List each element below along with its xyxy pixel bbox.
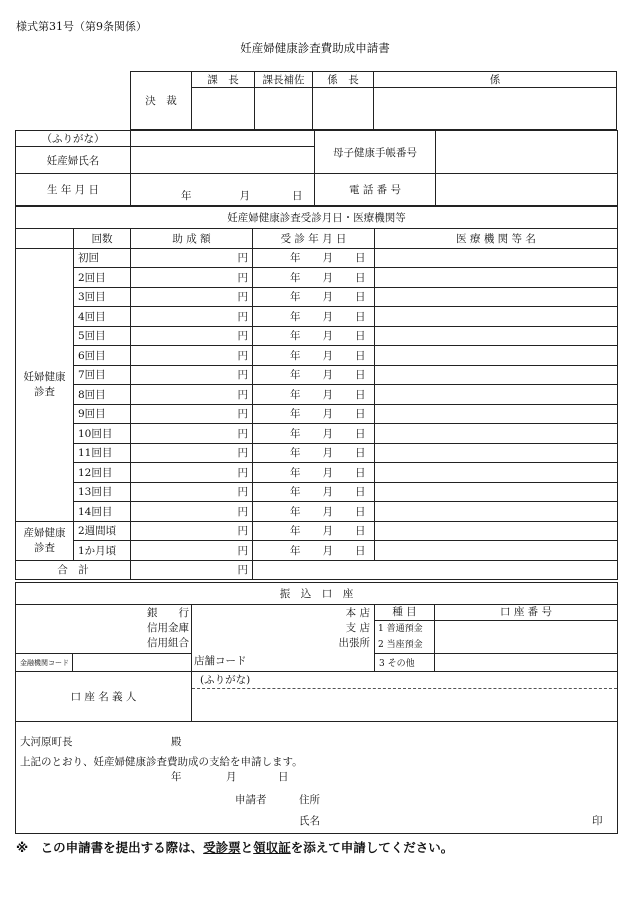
visit-label: 11回目	[74, 443, 131, 463]
honorific: 殿	[171, 736, 182, 748]
facility-field[interactable]	[375, 326, 618, 346]
checkup-row	[16, 521, 618, 541]
date-year-unit: 年	[290, 486, 301, 499]
visit-label: 9回目	[74, 404, 131, 424]
yen-unit: 円	[237, 330, 248, 343]
amount-field[interactable]	[131, 502, 253, 522]
visit-date-field[interactable]	[253, 365, 375, 385]
visit-date-field[interactable]	[253, 287, 375, 307]
note-prefix: ※ この申請書を提出する際は、	[16, 840, 204, 855]
date-month-unit: 月	[322, 525, 333, 538]
applicant-info-table	[15, 130, 618, 206]
account-type-option-3[interactable]: 3 その他	[375, 654, 435, 672]
visit-date-field[interactable]	[253, 463, 375, 483]
yen-unit: 円	[237, 369, 248, 382]
amount-field[interactable]	[131, 248, 253, 268]
declaration-year: 年	[171, 771, 182, 783]
yen-unit: 円	[237, 447, 248, 460]
checkup-row	[16, 307, 618, 327]
visit-date-field[interactable]	[253, 307, 375, 327]
date-year-unit: 年	[290, 271, 301, 284]
date-year-unit: 年	[290, 408, 301, 421]
date-day-unit: 日	[355, 271, 366, 284]
date-month-unit: 月	[322, 349, 333, 362]
date-year-unit: 年	[290, 349, 301, 362]
yen-unit: 円	[237, 252, 248, 265]
date-day-unit: 日	[355, 310, 366, 323]
approval-label: 決 裁	[131, 72, 192, 130]
applicant-signature-label: 氏名	[299, 815, 320, 827]
date-month-unit: 月	[322, 388, 333, 401]
visit-date-field[interactable]	[253, 521, 375, 541]
institution-code-label: 金融機関コード	[16, 654, 73, 672]
account-type-option-1[interactable]: 1 普通預金	[378, 624, 423, 634]
date-day-unit: 日	[355, 486, 366, 499]
bank-type-kumiai: 信用組合	[147, 637, 189, 649]
account-holder-label: 口 座 名 義 人	[16, 672, 192, 722]
date-day-unit: 日	[355, 388, 366, 401]
yen-unit: 円	[237, 408, 248, 421]
visit-date-field[interactable]	[253, 404, 375, 424]
date-year-unit: 年	[290, 252, 301, 265]
note-item-receipt: 領収証	[253, 840, 291, 855]
amount-field[interactable]	[131, 482, 253, 502]
date-year-unit: 年	[290, 310, 301, 323]
facility-field[interactable]	[375, 365, 618, 385]
yen-unit: 円	[237, 466, 248, 479]
facility-field[interactable]	[375, 443, 618, 463]
institution-code-field[interactable]	[73, 654, 192, 672]
date-month-unit: 月	[322, 408, 333, 421]
total-blank	[253, 560, 618, 580]
amount-field[interactable]	[131, 346, 253, 366]
amount-field[interactable]	[131, 463, 253, 483]
form-number: 様式第31号（第9条関係）	[16, 20, 147, 33]
date-day-unit: 日	[355, 466, 366, 479]
checkup-section-title: 妊産婦健康診査受診月日・医療機関等	[16, 207, 618, 229]
furigana-label: （ふりがな）	[16, 131, 131, 147]
date-month-unit: 月	[322, 330, 333, 343]
col-count-header: 回数	[74, 229, 131, 249]
amount-field[interactable]	[131, 385, 253, 405]
yen-unit: 円	[237, 310, 248, 323]
bank-name-field[interactable]	[16, 605, 192, 654]
checkup-row	[16, 365, 618, 385]
applicant-name-field[interactable]	[131, 147, 315, 174]
facility-field[interactable]	[375, 502, 618, 522]
phone-field[interactable]	[436, 174, 618, 206]
checkup-row	[16, 424, 618, 444]
total-label: 合 計	[16, 560, 131, 580]
date-year-unit: 年	[290, 330, 301, 343]
visit-label: 3回目	[74, 287, 131, 307]
date-year-unit: 年	[290, 544, 301, 557]
facility-field[interactable]	[375, 287, 618, 307]
checkup-corner	[16, 229, 74, 249]
approval-stamp-box[interactable]	[255, 88, 313, 130]
col-amount-header: 助 成 額	[131, 229, 253, 249]
seal-mark: 印	[592, 815, 603, 827]
yen-unit: 円	[237, 525, 248, 538]
account-holder-furigana: (ふりがな)	[192, 672, 617, 689]
amount-field[interactable]	[131, 443, 253, 463]
approval-table	[130, 71, 617, 130]
date-month-unit: 月	[322, 252, 333, 265]
facility-field[interactable]	[375, 307, 618, 327]
checkup-row	[16, 248, 618, 268]
bank-type-bank: 銀 行	[147, 607, 189, 619]
birth-date-label: 生 年 月 日	[16, 174, 131, 206]
date-year-unit: 年	[290, 369, 301, 382]
facility-field[interactable]	[375, 346, 618, 366]
facility-field[interactable]	[375, 404, 618, 424]
postpartum-group-label: 産婦健康 診査	[16, 521, 74, 560]
account-type-label: 種 目	[375, 605, 434, 621]
bank-section-title: 振 込 口 座	[16, 583, 618, 605]
birth-year-unit: 年	[181, 190, 192, 202]
date-day-unit: 日	[355, 252, 366, 265]
amount-field[interactable]	[131, 268, 253, 288]
amount-field[interactable]	[131, 287, 253, 307]
note-conj: と	[240, 840, 254, 855]
yen-unit: 円	[237, 564, 248, 577]
visit-date-field[interactable]	[253, 248, 375, 268]
facility-field[interactable]	[375, 541, 618, 561]
account-number-cell[interactable]	[435, 605, 618, 654]
birth-month-unit: 月	[239, 190, 250, 202]
visit-label: 6回目	[74, 346, 131, 366]
visit-label: 10回目	[74, 424, 131, 444]
yen-unit: 円	[237, 486, 248, 499]
amount-field[interactable]	[131, 424, 253, 444]
date-month-unit: 月	[322, 427, 333, 440]
amount-field[interactable]	[131, 521, 253, 541]
note-suffix: を添えて申請してください。	[290, 840, 454, 855]
yen-unit: 円	[237, 544, 248, 557]
facility-field[interactable]	[375, 463, 618, 483]
visit-date-field[interactable]	[253, 385, 375, 405]
page-title: 妊産婦健康診査費助成申請書	[240, 41, 390, 55]
date-year-unit: 年	[290, 447, 301, 460]
declaration-statement: 上記のとおり、妊産婦健康診査費助成の支給を申請します。	[20, 756, 303, 768]
submission-note	[16, 838, 453, 856]
visit-date-field[interactable]	[253, 502, 375, 522]
visit-label: 8回目	[74, 385, 131, 405]
date-day-unit: 日	[355, 349, 366, 362]
date-month-unit: 月	[322, 466, 333, 479]
applicant-address-label: 住所	[299, 794, 320, 806]
facility-field[interactable]	[375, 385, 618, 405]
facility-field[interactable]	[375, 521, 618, 541]
amount-field[interactable]	[131, 307, 253, 327]
total-amount-field[interactable]	[131, 560, 253, 580]
date-year-unit: 年	[290, 525, 301, 538]
date-month-unit: 月	[322, 291, 333, 304]
date-day-unit: 日	[355, 447, 366, 460]
declaration-area	[15, 722, 618, 834]
visit-date-field[interactable]	[253, 326, 375, 346]
checkup-row	[16, 463, 618, 483]
checkup-row	[16, 502, 618, 522]
checkup-row	[16, 346, 618, 366]
account-number-label: 口 座 番 号	[435, 605, 617, 621]
date-day-unit: 日	[355, 525, 366, 538]
visit-label: 12回目	[74, 463, 131, 483]
amount-field[interactable]	[131, 326, 253, 346]
visit-label: 2回目	[74, 268, 131, 288]
date-year-unit: 年	[290, 505, 301, 518]
date-month-unit: 月	[322, 447, 333, 460]
checkup-row	[16, 326, 618, 346]
amount-field[interactable]	[131, 365, 253, 385]
facility-field[interactable]	[375, 268, 618, 288]
yen-unit: 円	[237, 291, 248, 304]
branch-type-main: 本 店	[345, 607, 370, 619]
checkup-row	[16, 287, 618, 307]
checkup-row	[16, 404, 618, 424]
visit-date-field[interactable]	[253, 346, 375, 366]
approval-col-unit-chief: 係 長	[313, 72, 374, 88]
approval-col-deputy-chief: 課長補佐	[255, 72, 313, 88]
applicant-label: 申請者	[235, 794, 267, 806]
visit-date-field[interactable]	[253, 424, 375, 444]
checkup-table	[15, 206, 618, 580]
yen-unit: 円	[237, 271, 248, 284]
birth-day-unit: 日	[292, 190, 303, 202]
date-year-unit: 年	[290, 427, 301, 440]
date-day-unit: 日	[355, 291, 366, 304]
facility-field[interactable]	[375, 482, 618, 502]
date-day-unit: 日	[355, 408, 366, 421]
date-month-unit: 月	[322, 369, 333, 382]
checkup-row	[16, 541, 618, 561]
approval-stamp-box[interactable]	[192, 88, 255, 130]
facility-field[interactable]	[375, 248, 618, 268]
col-facility-header: 医 療 機 関 等 名	[375, 229, 618, 249]
visit-label: 5回目	[74, 326, 131, 346]
approval-stamp-box[interactable]	[374, 88, 617, 130]
visit-label: 初回	[74, 248, 131, 268]
visit-label: 2週間頃	[74, 521, 131, 541]
visit-date-field[interactable]	[253, 443, 375, 463]
branch-name-field[interactable]	[192, 605, 375, 672]
date-day-unit: 日	[355, 544, 366, 557]
birth-date-field[interactable]	[131, 174, 315, 206]
visit-label: 13回目	[74, 482, 131, 502]
date-month-unit: 月	[322, 271, 333, 284]
visit-date-field[interactable]	[253, 541, 375, 561]
amount-field[interactable]	[131, 541, 253, 561]
checkup-row	[16, 443, 618, 463]
account-type-cell[interactable]	[375, 605, 435, 654]
handbook-number-label: 母子健康手帳番号	[315, 131, 436, 174]
date-year-unit: 年	[290, 291, 301, 304]
approval-col-section-chief: 課 長	[192, 72, 255, 88]
visit-label: 7回目	[74, 365, 131, 385]
addressee: 大河原町長	[20, 736, 73, 748]
visit-date-field[interactable]	[253, 482, 375, 502]
pregnancy-group-label: 妊婦健康 診査	[16, 248, 74, 521]
date-month-unit: 月	[322, 310, 333, 323]
checkup-row	[16, 385, 618, 405]
declaration-day: 日	[278, 771, 289, 783]
checkup-row	[16, 268, 618, 288]
yen-unit: 円	[237, 427, 248, 440]
date-month-unit: 月	[322, 486, 333, 499]
date-day-unit: 日	[355, 369, 366, 382]
amount-field[interactable]	[131, 404, 253, 424]
col-date-header: 受 診 年 月 日	[253, 229, 375, 249]
date-day-unit: 日	[355, 330, 366, 343]
visit-label: 4回目	[74, 307, 131, 327]
account-type-option-2[interactable]: 2 当座預金	[378, 640, 423, 650]
visit-label: 14回目	[74, 502, 131, 522]
account-number-field[interactable]	[435, 654, 618, 672]
date-year-unit: 年	[290, 388, 301, 401]
visit-label: 1か月頃	[74, 541, 131, 561]
declaration-month: 月	[226, 771, 237, 783]
branch-type-branch: 支 店	[345, 622, 370, 634]
bank-type-shinkin: 信用金庫	[147, 622, 189, 634]
approval-stamp-box[interactable]	[313, 88, 374, 130]
facility-field[interactable]	[375, 424, 618, 444]
total-row	[16, 560, 618, 580]
date-day-unit: 日	[355, 427, 366, 440]
visit-date-field[interactable]	[253, 268, 375, 288]
furigana-field[interactable]	[131, 131, 315, 147]
yen-unit: 円	[237, 388, 248, 401]
handbook-number-field[interactable]	[436, 131, 618, 174]
yen-unit: 円	[237, 349, 248, 362]
date-month-unit: 月	[322, 544, 333, 557]
yen-unit: 円	[237, 505, 248, 518]
date-month-unit: 月	[322, 505, 333, 518]
checkup-row	[16, 482, 618, 502]
approval-col-staff: 係	[374, 72, 617, 88]
branch-code-label: 店舗コード	[194, 655, 247, 667]
date-year-unit: 年	[290, 466, 301, 479]
bank-table	[15, 582, 618, 722]
account-holder-field[interactable]	[192, 672, 618, 722]
phone-label: 電 話 番 号	[315, 174, 436, 206]
note-item-receipt-ticket: 受診票	[203, 840, 241, 855]
branch-type-office: 出張所	[338, 637, 370, 649]
applicant-name-label: 妊産婦氏名	[16, 147, 131, 174]
date-day-unit: 日	[355, 505, 366, 518]
